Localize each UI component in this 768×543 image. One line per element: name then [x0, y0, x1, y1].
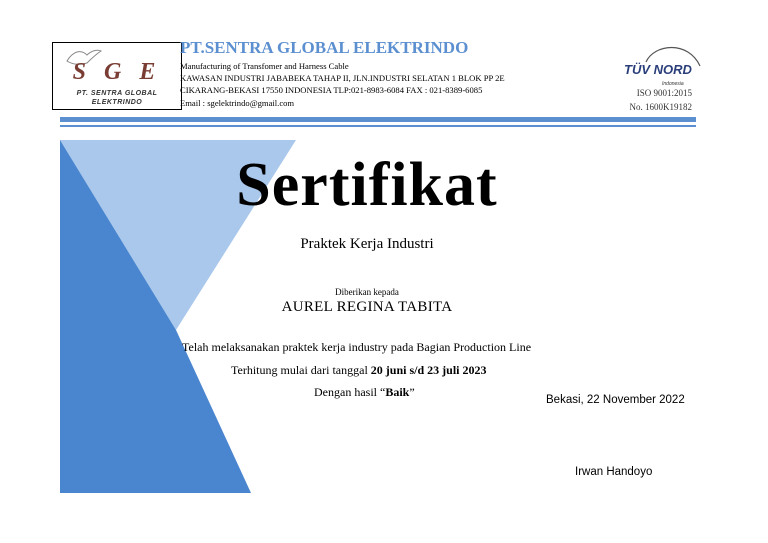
- given-to-label: Diberikan kepada: [335, 287, 399, 297]
- tuv-nord-logo: TÜV NORD: [624, 62, 692, 77]
- company-address-line2: CIKARANG-BEKASI 17550 INDONESIA TLP:021-8983-6084 FAX : 021-8389-6085: [180, 85, 483, 95]
- company-tagline: Manufacturing of Transfomer and Harness Cable: [180, 61, 349, 71]
- company-email: Email : sgelektrindo@gmail.com: [180, 98, 295, 108]
- certificate-subtitle: Praktek Kerja Industri: [300, 236, 434, 252]
- statement-line3: [314, 385, 415, 400]
- signature-place-date: Bekasi, 22 November 2022: [546, 394, 685, 406]
- statement-line2: [231, 363, 487, 378]
- logo-subtitle-line1: PT. SENTRA GLOBAL: [76, 90, 158, 97]
- logo-subtitle-line2: ELEKTRINDO: [91, 99, 143, 106]
- certificate-title: Sertifikat: [236, 151, 498, 219]
- statement-line2-prefix: Terhitung mulai dari tanggal: [231, 363, 371, 377]
- result-grade: Baik: [385, 385, 410, 399]
- statement-line3-suffix: ”: [409, 385, 415, 399]
- statement-line1: Telah melaksanakan praktek kerja industry pada Bagian Production Line: [182, 340, 532, 354]
- header-divider-thick: [60, 117, 696, 122]
- statement-line3-prefix: Dengan hasil “: [314, 385, 386, 399]
- period-dates: 20 juni s/d 23 juli 2023: [370, 363, 487, 377]
- certificate-number: No. 1600K19182: [629, 102, 692, 112]
- signer-name: Irwan Handoyo: [575, 466, 653, 478]
- iso-standard: ISO 9001:2015: [636, 88, 692, 98]
- logo-letters: S G E: [72, 59, 162, 85]
- company-logo: [52, 42, 182, 110]
- company-address-line1: KAWASAN INDUSTRI JABABEKA TAHAP II, JLN.INDUSTRI SELATAN 1 BLOK PP 2E: [180, 73, 505, 83]
- tuv-nord-subtitle: Indonesia: [662, 81, 684, 87]
- recipient-name: AUREL REGINA TABITA: [281, 299, 453, 315]
- company-name: PT.SENTRA GLOBAL ELEKTRINDO: [180, 38, 469, 57]
- header-divider-thin: [60, 125, 696, 127]
